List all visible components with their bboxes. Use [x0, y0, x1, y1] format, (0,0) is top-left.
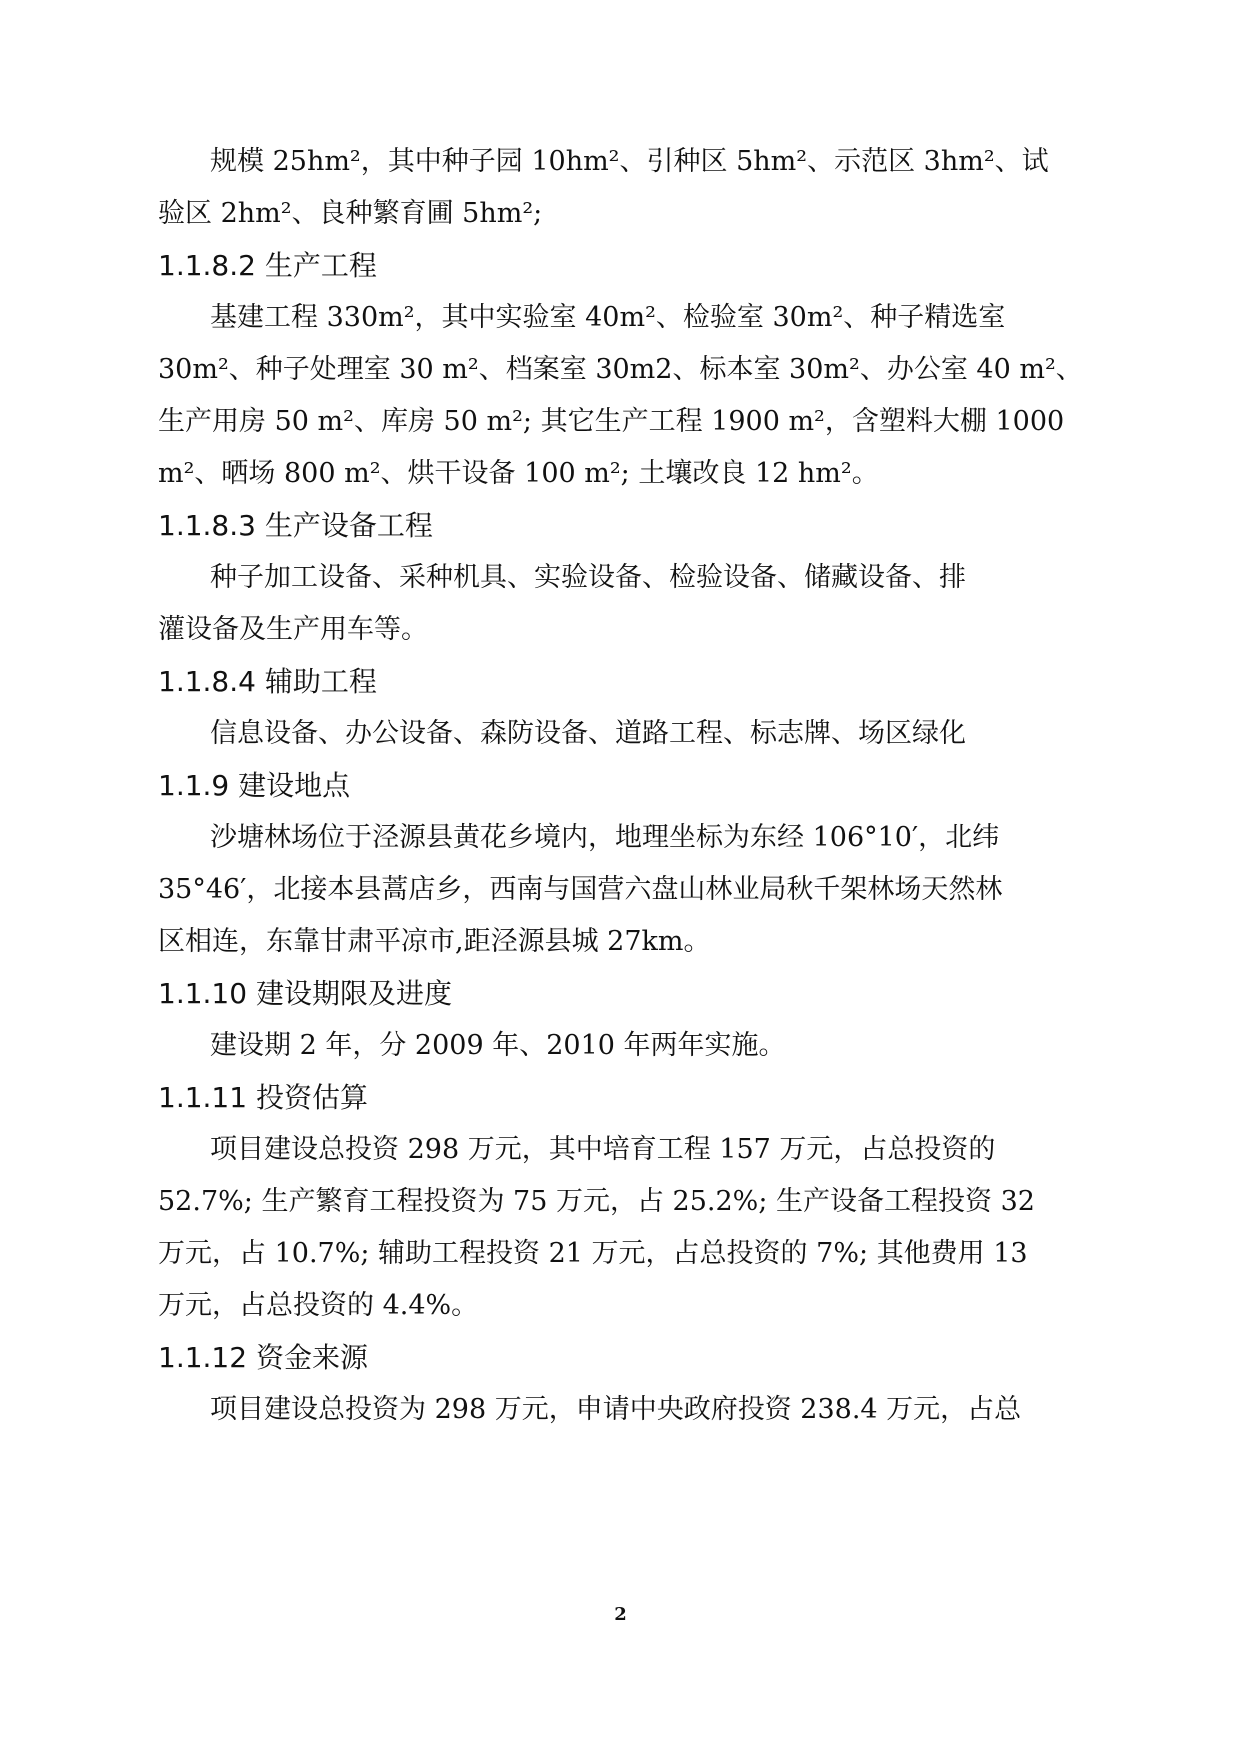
- section-heading: 1.1.8.3 生产设备工程: [158, 509, 433, 542]
- paragraph-line: 项目建设总投资为 298 万元，申请中央政府投资 238.4 万元，占总: [210, 1394, 1022, 1425]
- paragraph-line: m²、晒场 800 m²、烘干设备 100 m²; 土壤改良 12 hm²。: [158, 458, 879, 489]
- paragraph-line: 基建工程 330m²，其中实验室 40m²、检验室 30m²、种子精选室: [210, 302, 1006, 333]
- paragraph-line: 30m²、种子处理室 30 m²、档案室 30m2、标本室 30m²、办公室 40 m²、: [158, 354, 1083, 385]
- paragraph-line: 种子加工设备、采种机具、实验设备、检验设备、储藏设备、排: [210, 562, 966, 593]
- section-heading: 1.1.12 资金来源: [158, 1341, 368, 1374]
- paragraph-line: 万元，占 10.7%; 辅助工程投资 21 万元，占总投资的 7%; 其他费用 13: [158, 1238, 1028, 1269]
- section-heading: 1.1.9 建设地点: [158, 769, 351, 802]
- paragraph-line: 35°46′，北接本县蒿店乡，西南与国营六盘山林业局秋千架林场天然林: [158, 874, 1003, 905]
- paragraph-line: 规模 25hm²，其中种子园 10hm²、引种区 5hm²、示范区 3hm²、试: [210, 146, 1049, 177]
- section-heading: 1.1.8.4 辅助工程: [158, 665, 377, 698]
- paragraph-line: 生产用房 50 m²、库房 50 m²; 其它生产工程 1900 m²，含塑料大棚 1000: [158, 406, 1065, 437]
- paragraph-line: 信息设备、办公设备、森防设备、道路工程、标志牌、场区绿化: [210, 718, 966, 749]
- section-heading: 1.1.8.2 生产工程: [158, 249, 377, 282]
- paragraph-line: 万元，占总投资的 4.4%。: [158, 1290, 479, 1321]
- page-number: 2: [614, 1604, 627, 1625]
- paragraph-line: 沙塘林场位于泾源县黄花乡境内，地理坐标为东经 106°10′，北纬: [210, 822, 1000, 853]
- section-heading: 1.1.11 投资估算: [158, 1081, 368, 1114]
- paragraph-line: 验区 2hm²、良种繁育圃 5hm²;: [158, 198, 543, 229]
- paragraph-line: 灌设备及生产用车等。: [158, 614, 428, 645]
- paragraph-line: 建设期 2 年，分 2009 年、2010 年两年实施。: [210, 1030, 786, 1061]
- paragraph-line: 区相连，东靠甘肃平凉市,距泾源县城 27km。: [158, 926, 711, 957]
- paragraph-line: 52.7%; 生产繁育工程投资为 75 万元，占 25.2%; 生产设备工程投资 32: [158, 1186, 1035, 1217]
- section-heading: 1.1.10 建设期限及进度: [158, 977, 452, 1010]
- paragraph-line: 项目建设总投资 298 万元，其中培育工程 157 万元，占总投资的: [210, 1134, 996, 1165]
